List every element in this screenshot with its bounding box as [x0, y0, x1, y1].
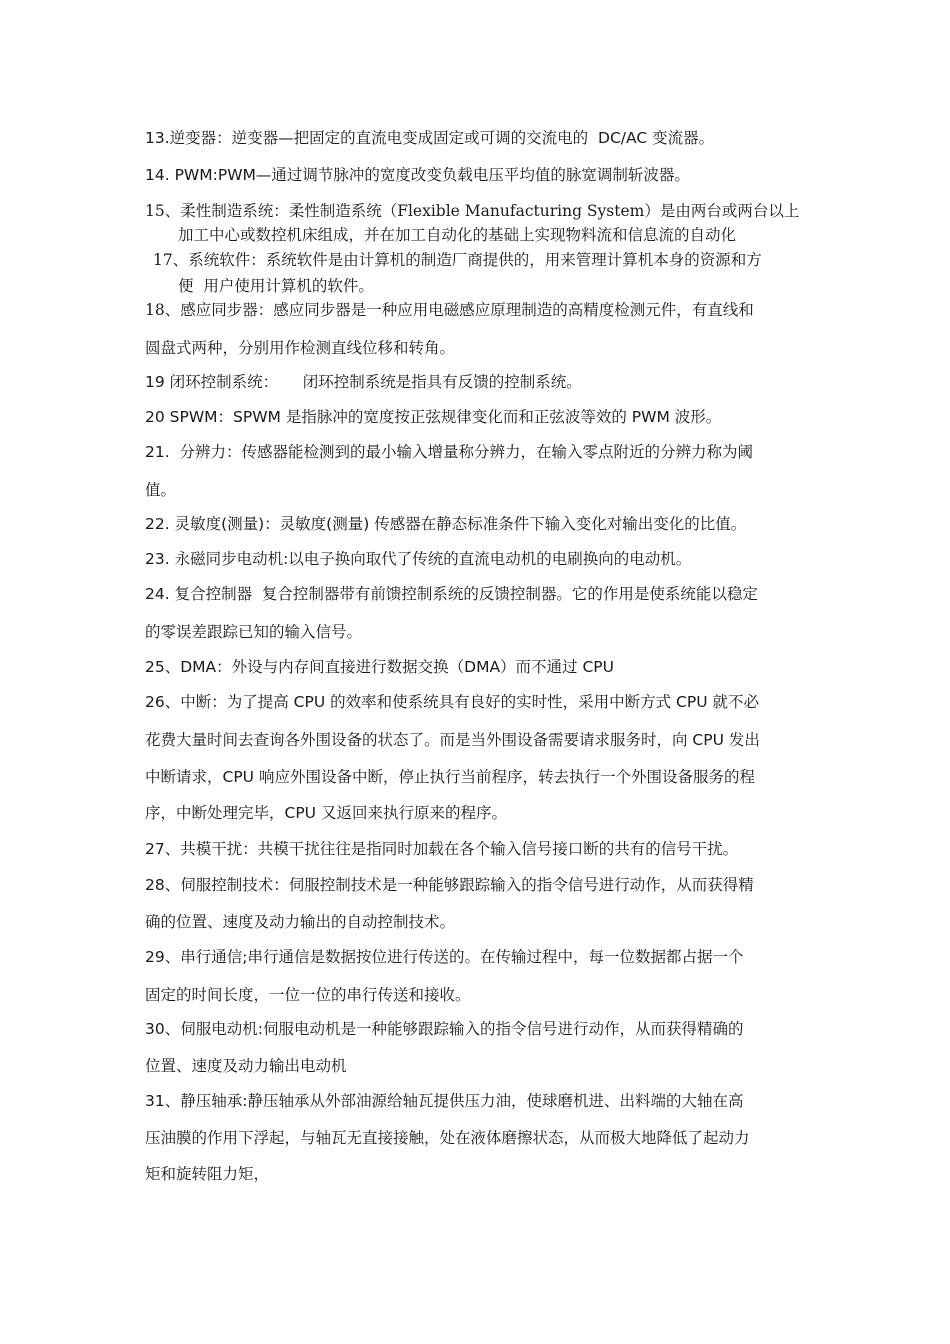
- entry-line: 23. 永磁同步电动机:以电子换向取代了传统的直流电动机的电刷换向的电动机。: [145, 550, 692, 568]
- entry-line: 30、伺服电动机:伺服电动机是一种能够跟踪输入的指令信号进行动作，从而获得精确的: [145, 1020, 744, 1038]
- entry-line: 31、静压轴承:静压轴承从外部油源给轴瓦提供压力油，使球磨机进、出料端的大轴在高: [145, 1092, 744, 1110]
- entry-line: 15、柔性制造系统：柔性制造系统（Flexible Manufacturing System）是由两台或两台以上: [145, 202, 800, 220]
- entry-line: 13.逆变器：逆变器—把固定的直流电变成固定或可调的交流电的 DC/AC 变流器。: [145, 129, 715, 147]
- entry-line: 18、感应同步器：感应同步器是一种应用电磁感应原理制造的高精度检测元件，有直线和: [145, 301, 754, 319]
- entry-line: 14. PWM:PWM—通过调节脉冲的宽度改变负载电压平均值的脉宽调制斩波器。: [145, 166, 690, 184]
- entry-line: 26、中断：为了提高 CPU 的效率和使系统具有良好的实时性，采用中断方式 CPU 就不必: [145, 693, 759, 711]
- entry-line: 加工中心或数控机床组成，并在加工自动化的基础上实现物料流和信息流的自动化: [178, 226, 737, 244]
- entry-line: 22. 灵敏度(测量)：灵敏度(测量) 传感器在静态标准条件下输入变化对输出变化的比值。: [145, 515, 747, 533]
- entry-line: 28、伺服控制技术：伺服控制技术是一种能够跟踪输入的指令信号进行动作，从而获得精: [145, 876, 754, 894]
- entry-line: 圆盘式两种，分别用作检测直线位移和转角。: [145, 339, 456, 357]
- entry-line: 固定的时间长度，一位一位的串行传送和接收。: [145, 986, 471, 1004]
- entry-line: 19 闭环控制系统： 闭环控制系统是指具有反馈的控制系统。: [145, 373, 582, 391]
- entry-line: 29、串行通信;串行通信是数据按位进行传送的。在传输过程中，每一位数据都占据一个: [145, 948, 744, 966]
- entry-line: 便 用户使用计算机的软件。: [178, 277, 374, 295]
- entry-line: 27、共模干扰：共模干扰往往是指同时加载在各个输入信号接口断的共有的信号干扰。: [145, 840, 739, 858]
- entry-line: 21. 分辨力：传感器能检测到的最小输入增量称分辨力，在输入零点附近的分辨力称为阈: [145, 443, 754, 461]
- entry-line: 压油膜的作用下浮起，与轴瓦无直接接触，处在液体磨擦状态，从而极大地降低了起动力: [145, 1129, 750, 1147]
- entry-line: 17、系统软件：系统软件是由计算机的制造厂商提供的，用来管理计算机本身的资源和方: [153, 251, 762, 269]
- entry-line: 25、DMA：外设与内存间直接进行数据交换（DMA）而不通过 CPU: [145, 658, 614, 676]
- entry-line: 确的位置、速度及动力输出的自动控制技术。: [145, 913, 456, 931]
- entry-line: 序，中断处理完毕，CPU 又返回来执行原来的程序。: [145, 804, 507, 822]
- entry-line: 20 SPWM：SPWM 是指脉冲的宽度按正弦规律变化而和正弦波等效的 PWM 波形。: [145, 408, 722, 426]
- entry-line: 矩和旋转阻力矩，: [145, 1165, 270, 1183]
- entry-line: 值。: [145, 481, 177, 499]
- entry-line: 位置、速度及动力输出电动机: [145, 1057, 347, 1075]
- entry-line: 24. 复合控制器 复合控制器带有前馈控制系统的反馈控制器。它的作用是使系统能以稳定: [145, 585, 758, 603]
- entry-line: 的零误差跟踪已知的输入信号。: [145, 623, 363, 641]
- entry-line: 中断请求，CPU 响应外围设备中断，停止执行当前程序，转去执行一个外围设备服务的程: [145, 768, 755, 786]
- entry-line: 花费大量时间去查询各外围设备的状态了。而是当外围设备需要请求服务时，向 CPU 发出: [145, 731, 760, 749]
